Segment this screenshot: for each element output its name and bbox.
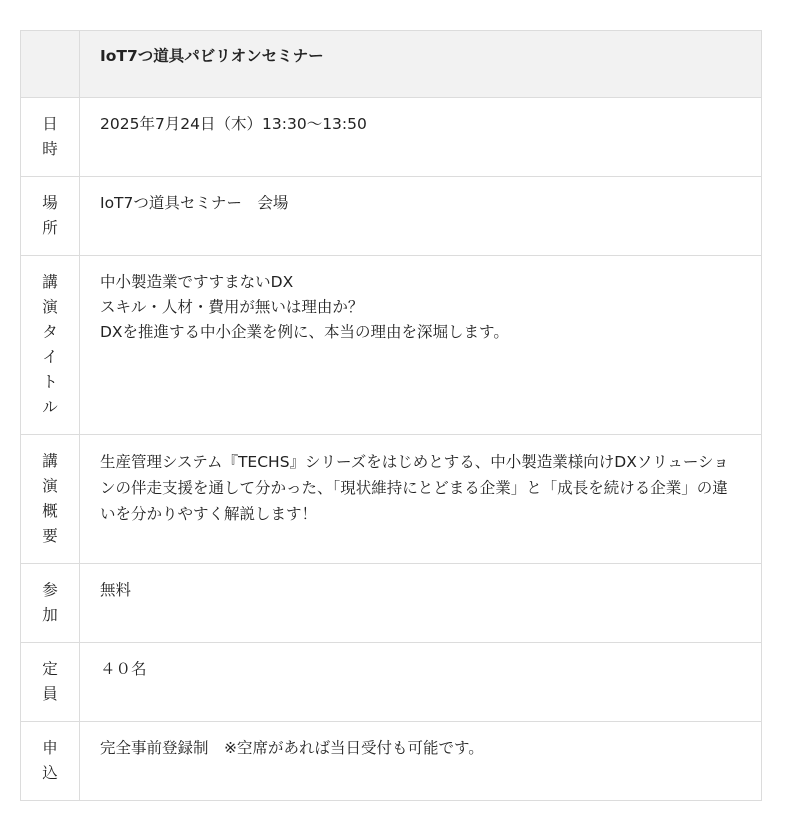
lecture-title-line: スキル・人材・費用が無いは理由か？ — [100, 298, 364, 316]
table-row-capacity — [21, 643, 762, 722]
lecture-summary-value — [80, 435, 762, 564]
datetime-value: 2025年7月24日（木）13:30〜13:50 — [80, 98, 762, 177]
lecture-title-value — [80, 256, 762, 435]
seminar-info-table — [20, 30, 762, 801]
datetime-label: 日時 — [42, 115, 58, 158]
row-label — [21, 98, 80, 177]
participation-label: 参加 — [42, 581, 58, 624]
row-label — [21, 722, 80, 801]
row-label — [21, 564, 80, 643]
table-row-lecture-summary — [21, 435, 762, 564]
lecture-title-line: 中小製造業ですすまないDX — [100, 273, 294, 291]
row-label — [21, 177, 80, 256]
lecture-title-line: DXを推進する中小企業を例に、本当の理由を深堀します。 — [100, 323, 509, 341]
participation-value: 無料 — [80, 564, 762, 643]
seminar-title: IoT7つ道具パビリオンセミナー — [80, 31, 762, 98]
venue-value: IoT7つ道具セミナー 会場 — [80, 177, 762, 256]
table-row-participation — [21, 564, 762, 643]
header-label-cell — [21, 31, 80, 98]
row-label — [21, 256, 80, 435]
lecture-summary-text: 生産管理システム『TECHS』シリーズをはじめとする、中小製造業様向けDXソリューションの伴走支援を通して分かった、「現状維持にとどまる企業」と「成長を続ける企業」の違いを分かりやすく解説します！ — [100, 453, 729, 523]
row-label — [21, 643, 80, 722]
row-label — [21, 435, 80, 564]
table-row-application — [21, 722, 762, 801]
table-row-lecture-title — [21, 256, 762, 435]
application-label: 申込 — [42, 739, 58, 782]
table-row-datetime — [21, 98, 762, 177]
capacity-label: 定員 — [42, 660, 58, 703]
venue-label: 場所 — [42, 194, 58, 237]
table-header-row — [21, 31, 762, 98]
application-value: 完全事前登録制 ※空席があれば当日受付も可能です。 — [80, 722, 762, 801]
lecture-summary-label: 講演概要 — [42, 452, 58, 545]
lecture-title-label: 講演タイトル — [42, 273, 58, 416]
capacity-value: ４０名 — [80, 643, 762, 722]
table-row-venue — [21, 177, 762, 256]
